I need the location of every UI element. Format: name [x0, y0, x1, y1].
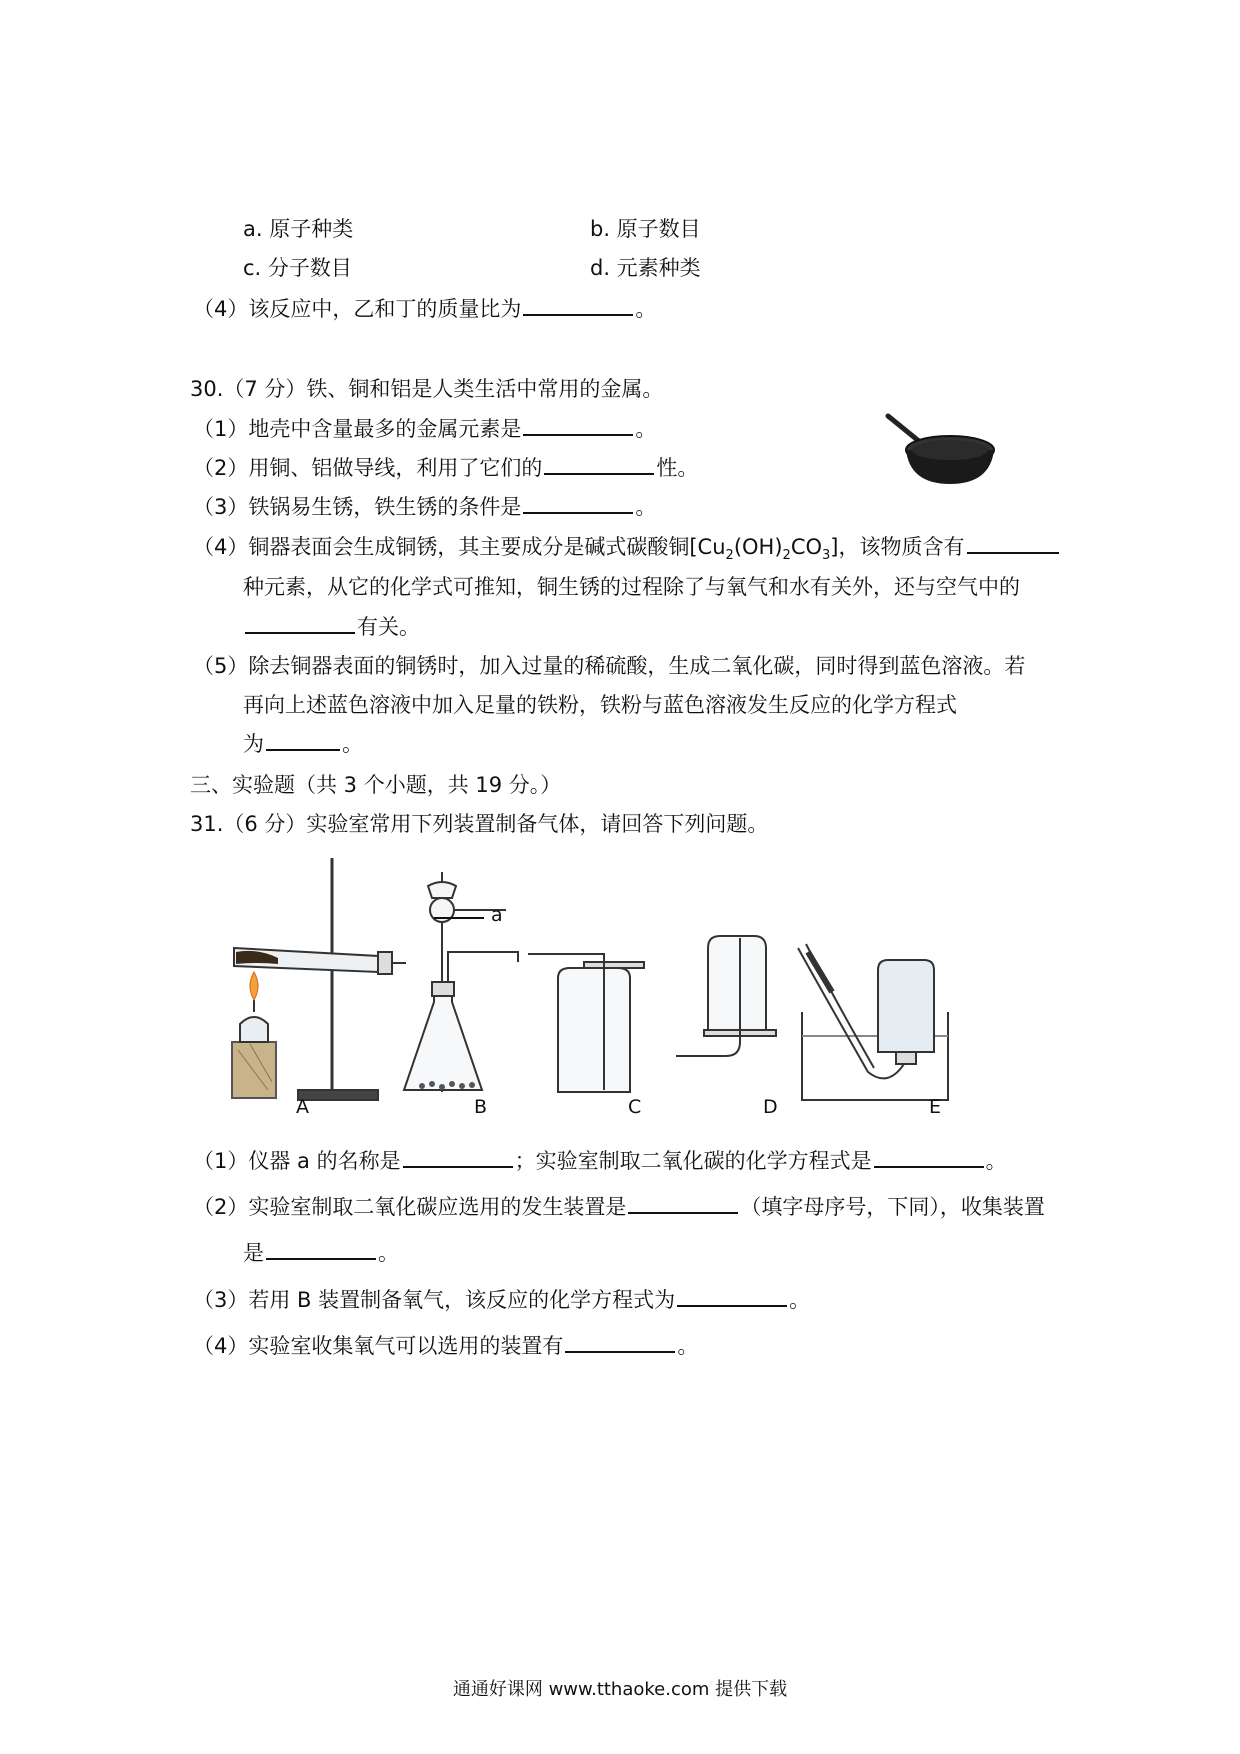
option-a: a. 原子种类 [243, 217, 354, 241]
q30-part4-text-end: ]，该物质含有 [830, 535, 965, 559]
q30-title: 30.（7 分）铁、铜和铝是人类生活中常用的金属。 [190, 377, 664, 401]
q31-part4-text: （4）实验室收集氧气可以选用的装置有 [193, 1334, 564, 1358]
formula-part: CO [790, 535, 823, 559]
apparatus-e-drawing [798, 944, 948, 1100]
answer-blank[interactable] [523, 511, 633, 514]
q30-part4-line1 [193, 532, 1061, 571]
option-c: c. 分子数目 [243, 256, 352, 280]
q31-part4 [193, 1331, 698, 1361]
q30-part4-text: （4）铜器表面会生成铜锈，其主要成分是碱式碳酸铜[Cu [193, 535, 726, 559]
q31-part2-text-after: （填字母序号，下同），收集装置 [740, 1195, 1045, 1219]
answer-blank[interactable] [403, 1165, 513, 1168]
q31-part2-text: （2）实验室制取二氧化碳应选用的发生装置是 [193, 1195, 627, 1219]
q30-part1 [193, 414, 656, 444]
answer-blank[interactable] [967, 551, 1059, 554]
q30-part3 [193, 492, 656, 522]
subscript: 2 [782, 548, 791, 564]
q31-part2-end: 。 [378, 1241, 399, 1265]
apparatus-label-a: A [296, 1096, 309, 1118]
q30-part5-line2: 再向上述蓝色溶液中加入足量的铁粉，铁粉与蓝色溶液发生反应的化学方程式 [243, 693, 957, 717]
q31-part2 [193, 1192, 1045, 1222]
q30-part5-text: 为 [243, 732, 264, 756]
q31-part4-end: 。 [677, 1334, 699, 1358]
q31-title: 31.（6 分）实验室常用下列装置制备气体，请回答下列问题。 [190, 812, 769, 836]
q30-part1-end: 。 [635, 417, 657, 441]
q30-part3-end: 。 [635, 495, 657, 519]
q31-part3-end: 。 [789, 1288, 811, 1312]
answer-blank[interactable] [544, 472, 654, 475]
answer-blank[interactable] [677, 1304, 787, 1307]
apparatus-label-d: D [763, 1096, 778, 1118]
option-b: b. 原子数目 [590, 217, 701, 241]
answer-blank[interactable] [523, 313, 633, 316]
q31-part1-end: 。 [985, 1149, 1007, 1173]
subscript: 2 [725, 548, 734, 564]
q29-part4-end: 。 [635, 297, 657, 321]
q30-part4-line2: 种元素，从它的化学式可推知，铜生锈的过程除了与氧气和水有关外，还与空气中的 [243, 575, 1020, 599]
q31-part2-line2-text: 是 [243, 1241, 264, 1265]
q30-part4-end: 有关。 [357, 615, 420, 639]
q30-part2-end: 性。 [656, 456, 699, 480]
apparatus-label-c: C [628, 1096, 642, 1118]
q31-part1-text-mid: ；实验室制取二氧化碳的化学方程式是 [514, 1149, 872, 1173]
q31-part2-line2 [243, 1238, 399, 1268]
q29-part4-text: （4）该反应中，乙和丁的质量比为 [193, 297, 522, 321]
page-footer: 通通好课网 www.tthaoke.com 提供下载 [452, 1679, 788, 1700]
q31-part3-text: （3）若用 B 装置制备氧气，该反应的化学方程式为 [193, 1288, 676, 1312]
answer-blank[interactable] [523, 433, 633, 436]
apparatus-figure [228, 852, 1058, 1122]
subscript: 3 [822, 548, 831, 564]
q30-part5-line3 [243, 729, 363, 759]
answer-blank[interactable] [628, 1211, 738, 1214]
answer-blank[interactable] [266, 1257, 376, 1260]
q31-part1 [193, 1146, 1007, 1176]
formula-part: (OH) [733, 535, 783, 559]
option-d: d. 元素种类 [590, 256, 701, 280]
q30-part3-text: （3）铁锅易生锈，铁生锈的条件是 [193, 495, 522, 519]
q30-part4-line3 [243, 612, 420, 642]
q30-part2 [193, 453, 698, 483]
q30-part5-line1: （5）除去铜器表面的铜锈时，加入过量的稀硫酸，生成二氧化碳，同时得到蓝色溶液。若 [193, 654, 1026, 678]
answer-blank[interactable] [266, 748, 340, 751]
label-a: a [491, 904, 503, 926]
apparatus-c-drawing [528, 954, 644, 1092]
q30-part5-end: 。 [342, 732, 363, 756]
apparatus-d-drawing [676, 936, 776, 1056]
q31-part1-text: （1）仪器 a 的名称是 [193, 1149, 401, 1173]
section-heading: 三、实验题（共 3 个小题，共 19 分。） [190, 773, 562, 797]
answer-blank[interactable] [245, 631, 355, 634]
answer-blank[interactable] [874, 1165, 984, 1168]
q29-part4 [193, 294, 656, 324]
apparatus-a-drawing [232, 858, 406, 1100]
q31-part3 [193, 1285, 810, 1315]
answer-blank[interactable] [565, 1350, 675, 1353]
q30-part1-text: （1）地壳中含量最多的金属元素是 [193, 417, 522, 441]
apparatus-label-e: E [929, 1096, 942, 1118]
q30-part2-text: （2）用铜、铝做导线，利用了它们的 [193, 456, 543, 480]
wok-image [880, 412, 1000, 492]
apparatus-label-b: B [474, 1096, 488, 1118]
